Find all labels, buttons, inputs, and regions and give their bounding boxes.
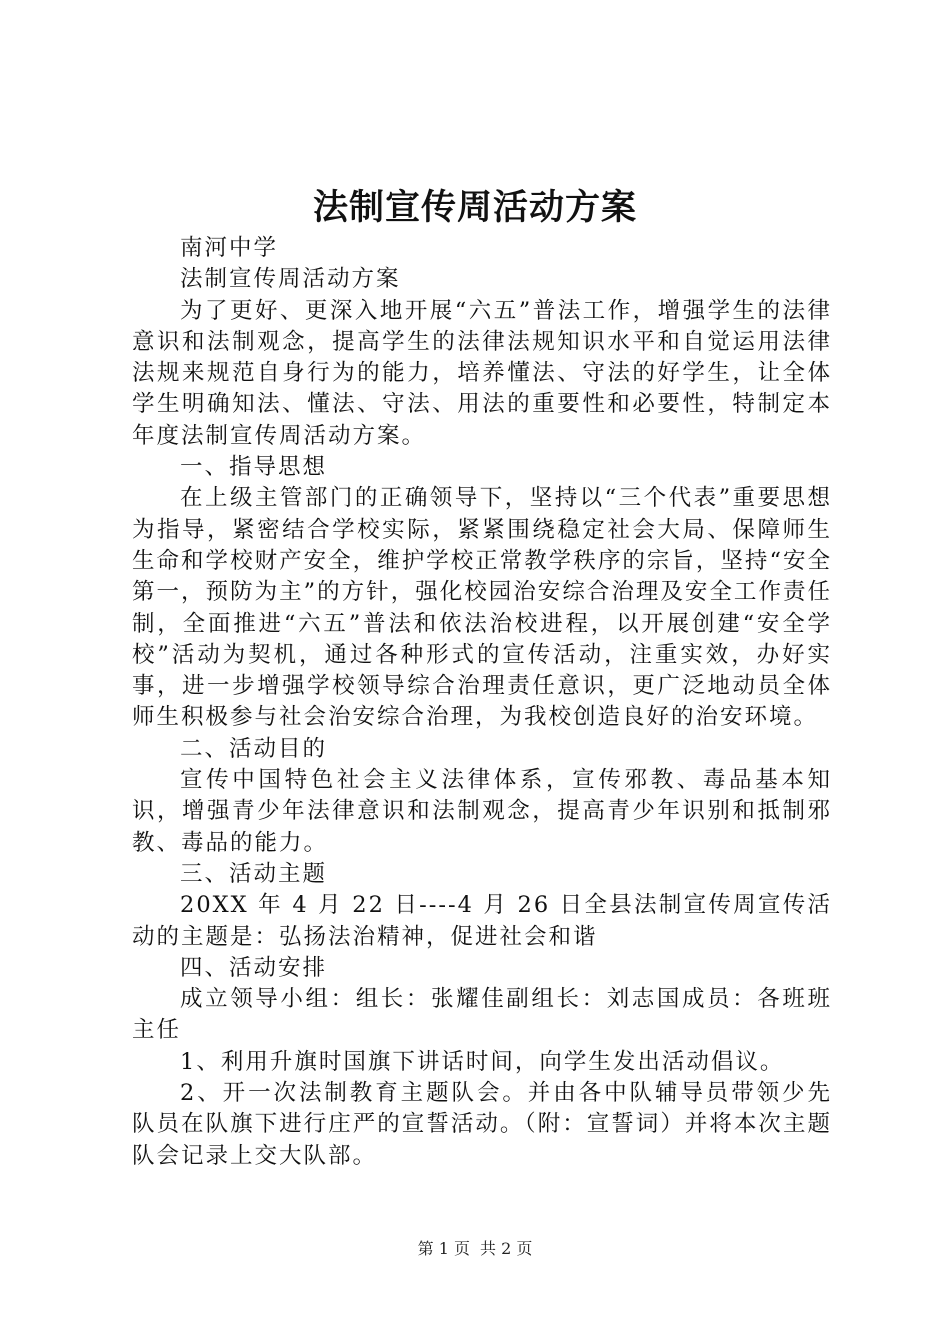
- section-heading-purpose: 二、活动目的: [180, 735, 328, 762]
- plan-subtitle: 法制宣传周活动方案: [180, 266, 401, 293]
- intro-paragraph: 为了更好、更深入地开展“六五”普法工作，增强学生的法律意识和法制观念，提高学生的法律法规知识水平和自觉运用法律法规来规范自身行为的能力，培养懂法、守法的好学生，让全体学生明确知法、懂法、守法、用法的重要性和必要性，特制定本年度法制宣传周活动方案。: [132, 297, 832, 449]
- guiding-thought-paragraph: 在上级主管部门的正确领导下，坚持以“三个代表”重要思想为指导，紧密结合学校实际，紧紧围绕稳定社会大局、保障师生生命和学校财产安全，维护学校正常教学秩序的宗旨，坚持“安全第一，预防为主”的方针，强化校园治安综合治理及安全工作责任制，全面推进“六五”普法和依法治校进程，以开展创建“安全学校”活动为契机，通过各种形式的宣传活动，注重实效，办好实事，进一步增强学校领导综合治理责任意识，更广泛地动员全体师生积极参与社会治安综合治理，为我校创造良好的治安环境。: [132, 485, 832, 731]
- section-heading-arrangement: 四、活动安排: [180, 954, 328, 981]
- arrangement-item-2: 2、开一次法制教育主题队会。并由各中队辅导员带领少先队员在队旗下进行庄严的宣誓活动。（附：宣誓词）并将本次主题队会记录上交大队部。: [132, 1080, 832, 1169]
- document-body: [132, 233, 832, 1172]
- page-number-total: 共 2 页: [480, 1239, 533, 1258]
- theme-paragraph: 20XX 年 4 月 22 日----4 月 26 日全县法制宣传周宣传活动的主题是：弘扬法治精神，促进社会和谐: [132, 892, 832, 950]
- purpose-paragraph: 宣传中国特色社会主义法律体系，宣传邪教、毒品基本知识，增强青少年法律意识和法制观念，提高青少年识别和抵制邪教、毒品的能力。: [132, 767, 832, 856]
- page-number-current: 第 1 页: [417, 1239, 470, 1258]
- school-name: 南河中学: [180, 235, 279, 261]
- page-footer: [0, 1238, 950, 1260]
- arrangement-item-1: 1、利用升旗时国旗下讲话时间，向学生发出活动倡议。: [180, 1048, 785, 1075]
- section-heading-guiding-thought: 一、指导思想: [180, 454, 328, 481]
- section-heading-theme: 三、活动主题: [180, 860, 328, 887]
- leadership-group-paragraph: 成立领导小组：组长：张耀佳副组长：刘志国成员：各班班主任: [132, 986, 832, 1044]
- document-title: 法制宣传周活动方案: [312, 187, 637, 228]
